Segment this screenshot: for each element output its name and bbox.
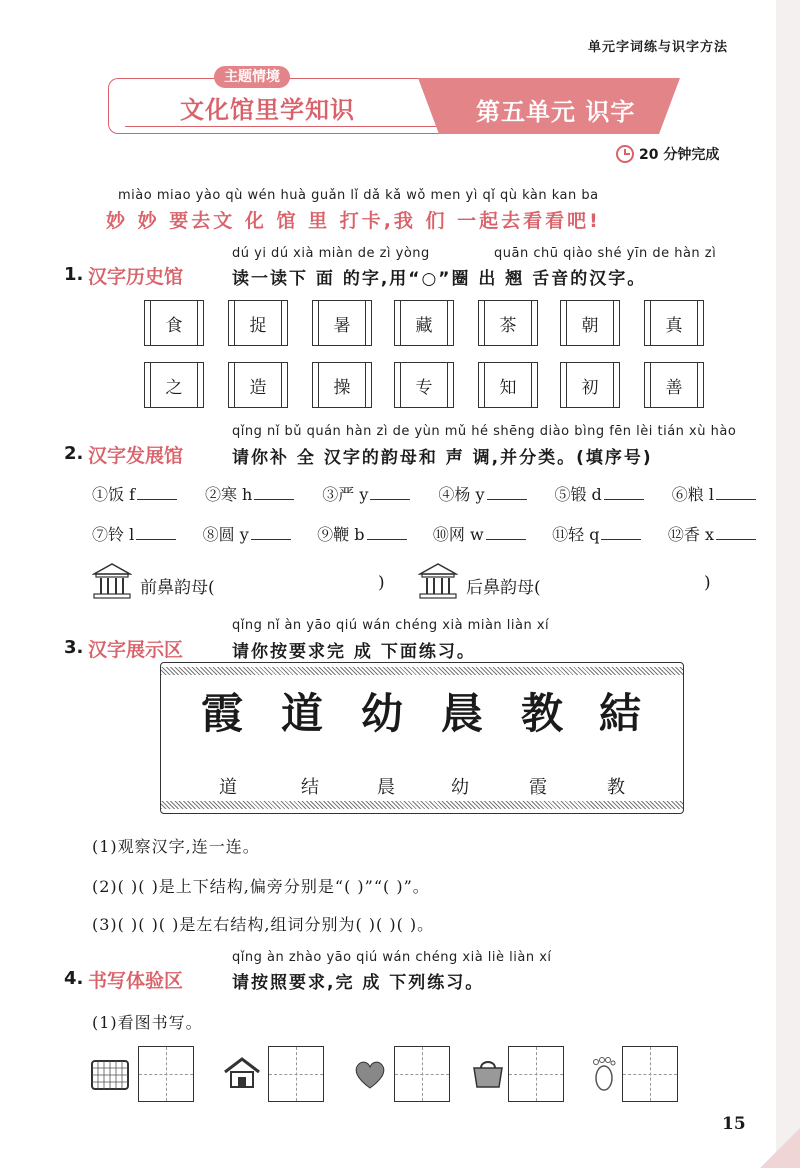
fill-item[interactable]: ⑤锻 d [554,482,643,505]
character-showcase [160,662,684,814]
q1-number: 1. [64,264,84,285]
theme-title: 文化馆里学知识 [180,96,355,124]
section-header: 单元字词练与识字方法 [588,40,729,55]
modern-char[interactable]: 结 [301,777,319,798]
q2-row2 [92,522,756,545]
timer [616,144,719,164]
writing-grid[interactable] [394,1046,450,1102]
unit-title: 第五单元 识字 [476,98,636,126]
q2-row1 [92,482,756,505]
hatch-border [161,667,683,675]
fill-item[interactable]: ⑦铃 l [92,522,176,545]
heart-icon [352,1058,388,1090]
footprint-icon [590,1056,620,1092]
q1-pinyin-b: quān chū qiào shé yīn de hàn zì [494,246,717,261]
fill-item[interactable]: ②寒 h [205,482,294,505]
hatch-border [161,801,683,809]
char-card[interactable]: 初 [560,362,620,408]
modern-char[interactable]: 道 [219,777,237,798]
fill-item[interactable]: ⑧圆 y [203,522,291,545]
fill-item[interactable]: ⑥粮 l [672,482,756,505]
bag-icon [470,1056,506,1090]
q3-instruction: 请你按要求完 成 下面练习。 [232,642,476,662]
q2-instruction: 请你补 全 汉字的韵母和 声 调,并分类。(填序号) [232,448,653,468]
fill-item[interactable]: ③严 y [322,482,410,505]
char-card[interactable]: 造 [228,362,288,408]
q3-sub2[interactable]: (2)( )( )是上下结构,偏旁分别是“( )”“( )”。 [92,877,430,896]
q3-title: 汉字展示区 [88,639,184,661]
modern-char[interactable]: 幼 [451,777,469,798]
fill-item[interactable]: ⑩网 w [433,522,526,545]
q1-title: 汉字历史馆 [88,266,184,288]
modern-char[interactable]: 晨 [377,777,395,798]
char-card[interactable]: 之 [144,362,204,408]
char-card[interactable]: 专 [394,362,454,408]
seal-char[interactable]: 霞 [201,689,246,738]
back-nasal-label: 后鼻韵母( [466,578,541,598]
fill-item[interactable]: ①饭 f [92,482,177,505]
net-icon [90,1058,130,1092]
q4-title: 书写体验区 [88,970,184,992]
seal-char[interactable]: 結 [599,689,644,738]
modern-char[interactable]: 教 [607,777,625,798]
fill-item[interactable]: ⑨鞭 b [317,522,406,545]
q3-number: 3. [64,637,84,658]
char-card[interactable]: 暑 [312,300,372,346]
char-card[interactable]: 善 [644,362,704,408]
char-card[interactable]: 真 [644,300,704,346]
seal-char[interactable]: 教 [521,689,566,738]
writing-grid[interactable] [138,1046,194,1102]
museum-icon [92,562,132,600]
q2-number: 2. [64,443,84,464]
q1-instruction: 读一读下 面 的字,用“○”圈 出 翘 舌音的汉字。 [232,269,647,289]
house-icon [222,1056,262,1090]
intro-pinyin: miào miao yào qù wén huà guǎn lǐ dǎ kǎ wǒ men yì qǐ qù kàn kan ba [118,188,599,203]
q3-pinyin: qǐng nǐ àn yāo qiú wán chéng xià miàn liàn xí [232,618,550,633]
char-card[interactable]: 朝 [560,300,620,346]
q3-sub3[interactable]: (3)( )( )( )是左右结构,组词分别为( )( )( )。 [92,915,435,934]
front-nasal-label: 前鼻韵母( [140,578,215,598]
char-card[interactable]: 食 [144,300,204,346]
q1-pinyin-a: dú yi dú xià miàn de zì yòng [232,246,430,261]
seal-char[interactable]: 道 [281,689,326,738]
back-nasal-close: ) [704,573,711,593]
page-number: 15 [722,1114,746,1134]
modern-char[interactable]: 霞 [529,777,547,798]
q4-pinyin: qǐng àn zhào yāo qiú wán chéng xià liè liàn xí [232,950,552,965]
writing-grid[interactable] [622,1046,678,1102]
museum-icon [418,562,458,600]
q2-pinyin: qǐng nǐ bǔ quán hàn zì de yùn mǔ hé shēng diào bìng fēn lèi tián xù hào [232,424,737,439]
seal-char[interactable]: 晨 [441,689,486,738]
theme-pill: 主题情境 [214,66,290,88]
char-card[interactable]: 藏 [394,300,454,346]
char-card[interactable]: 茶 [478,300,538,346]
q4-number: 4. [64,968,84,989]
char-card[interactable]: 操 [312,362,372,408]
page-edge [776,0,800,1168]
fill-item[interactable]: ⑪轻 q [552,522,641,545]
front-nasal-close: ) [378,573,385,593]
char-card[interactable]: 捉 [228,300,288,346]
writing-grid[interactable] [508,1046,564,1102]
clock-icon [616,145,634,163]
seal-char[interactable]: 幼 [361,689,406,738]
q3-sub1: (1)观察汉字,连一连。 [92,837,260,856]
writing-grid[interactable] [268,1046,324,1102]
timer-label: 20 分钟完成 [639,147,720,163]
q2-title: 汉字发展馆 [88,445,184,467]
char-card[interactable]: 知 [478,362,538,408]
intro-text: 妙 妙 要去文 化 馆 里 打卡,我 们 一起去看看吧! [106,210,601,232]
fill-item[interactable]: ④杨 y [438,482,526,505]
q4-instruction: 请按照要求,完 成 下列练习。 [232,973,485,993]
fill-item[interactable]: ⑫香 x [668,522,756,545]
q4-sub1: (1)看图书写。 [92,1013,203,1032]
